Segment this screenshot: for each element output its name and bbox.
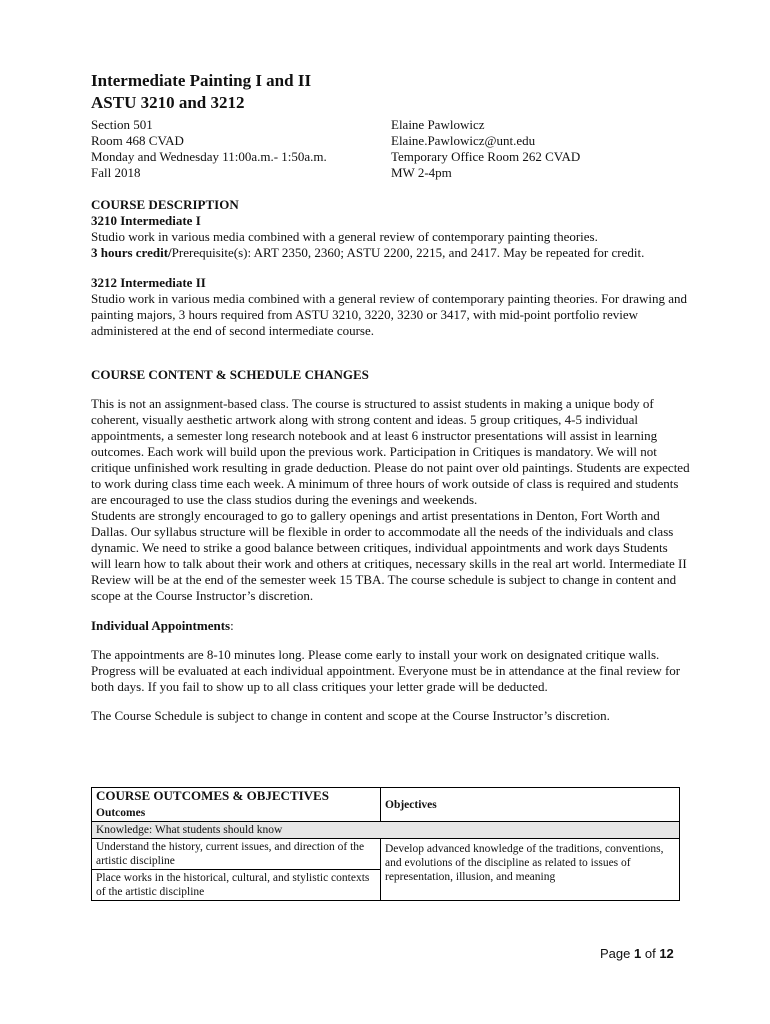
knowledge-cell: Knowledge: What students should know	[92, 822, 680, 839]
intermediate-i-credit	[91, 245, 691, 261]
content-paragraph-2: Students are strongly encouraged to go to gallery openings and artist presentations in Denton, Fort Worth and Dallas. Our syllabus structure will be flexible in order to accommodate all the needs of the individuals and class dynamic. We need to strike a good balance between critiques, individual appointments and work days Students will learn how to talk about their work and others at critiques, necessary skills in the real art world. Intermediate II Review will be at the end of the semester week 15 TBA. The course schedule is subject to change in content and scope at the Course Instructor’s discretion.	[91, 508, 687, 603]
intermediate-i-heading: 3210 Intermediate I	[91, 213, 201, 228]
schedule-text: Monday and Wednesday 11:00a.m.- 1:50a.m.	[91, 149, 327, 164]
outcomes-column-label: Outcomes	[96, 807, 146, 819]
course-content	[91, 367, 691, 724]
objective-cell-1: Develop advanced knowledge of the traditions, conventions, and evolutions of the discipline as related to issues of representation, illusion, and meaning	[381, 839, 680, 901]
content-heading: COURSE CONTENT & SCHEDULE CHANGES	[91, 367, 369, 382]
course-header-info	[91, 117, 691, 181]
appointments-colon: :	[230, 618, 234, 633]
appointments-heading: Individual Appointments	[91, 618, 231, 633]
instructor-email: Elaine.Pawlowicz@unt.edu	[391, 133, 536, 148]
objectives-column-label: Objectives	[385, 798, 437, 811]
description-heading: COURSE DESCRIPTION	[91, 197, 239, 212]
room-text: Room 468 CVAD	[91, 133, 184, 148]
outcomes-header-cell	[92, 788, 381, 822]
appointments-text: The appointments are 8-10 minutes long. Please come early to install your work on designated critique walls. Progress will be evaluated at each individual appointment. Everyone must be in attendance at the final review for both days. If you fail to show up to all class critiques your letter grade will be deducted.	[91, 647, 681, 694]
page-number	[600, 946, 674, 961]
page-word: Page	[600, 946, 631, 961]
instructor-info	[391, 117, 691, 181]
table-header-row	[92, 788, 680, 822]
intermediate-i-text: Studio work in various media combined with a general review of contemporary painting theories.	[91, 229, 598, 244]
objectives-header-cell	[381, 788, 680, 822]
credit-rest: Prerequisite(s): ART 2350, 2360; ASTU 2200, 2215, and 2417. May be repeated for credit.	[171, 245, 645, 260]
appointments-heading-line	[91, 618, 691, 634]
intermediate-ii-text: Studio work in various media combined with a general review of contemporary painting theories. For drawing and painting majors, 3 hours required from ASTU 3210, 3220, 3230 or 3417, with mid-point portfolio review administered at the end of second intermediate course.	[91, 291, 688, 338]
content-paragraph-1: This is not an assignment-based class. The course is structured to assist students in making a unique body of coherent, visually aesthetic artwork along with strong content and ideas. 5 group critiques, 4-5 individual appointments, a semester long research notebook and at least 6 instructor presentations will assist in learning outcomes. Each work will build upon the previous work. Participation in Critiques is mandatory. We will not critique unfinished work resulting in grade deduction. Please do not paint over old paintings. Students are expected to work during class time each week. A minimum of three hours of work outside of class is required and students are encouraged to use the class studios during the evenings and weekends.	[91, 396, 690, 507]
outcome-cell-2: Place works in the historical, cultural, and stylistic contexts of the artistic discipline	[92, 870, 381, 901]
outcomes-table	[91, 787, 680, 901]
intermediate-ii-heading: 3212 Intermediate II	[91, 275, 206, 290]
outcome-cell-1: Understand the history, current issues, and direction of the artistic discipline	[92, 839, 381, 870]
page-total: 12	[659, 946, 674, 961]
course-title-line1: Intermediate Painting I and II	[91, 71, 312, 90]
instructor-name: Elaine Pawlowicz	[391, 117, 485, 132]
knowledge-row	[92, 822, 680, 839]
office-hours: MW 2-4pm	[391, 165, 452, 180]
outcomes-table-heading: COURSE OUTCOMES & OBJECTIVES	[96, 788, 329, 803]
course-meta	[91, 117, 391, 181]
section-text: Section 501	[91, 117, 153, 132]
of-word: of	[644, 946, 656, 961]
syllabus-page	[91, 70, 691, 901]
schedule-note: The Course Schedule is subject to change in content and scope at the Course Instructor’s discretion.	[91, 708, 610, 723]
course-description	[91, 197, 691, 339]
page-current: 1	[634, 946, 642, 961]
term-text: Fall 2018	[91, 165, 141, 180]
office-room: Temporary Office Room 262 CVAD	[391, 149, 581, 164]
course-title	[91, 70, 691, 114]
table-row	[92, 839, 680, 870]
course-title-line2: ASTU 3210 and 3212	[91, 93, 245, 112]
credit-bold: 3 hours credit/	[91, 245, 172, 260]
